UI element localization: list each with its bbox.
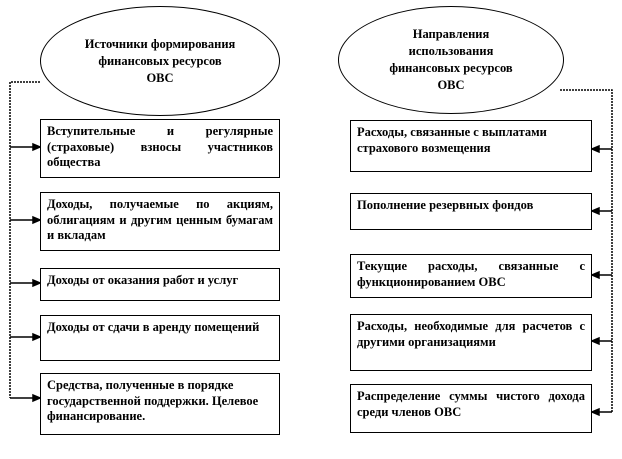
uses-header-line-3: финансовых ресурсов bbox=[389, 61, 513, 75]
uses-header-line-2: использования bbox=[408, 44, 494, 58]
source-item-member-contributions: Вступительные и регулярные (страховые) взносы участников общества bbox=[40, 119, 280, 178]
left-bracket-line bbox=[10, 82, 40, 398]
uses-header-line-4: ОВС bbox=[437, 78, 465, 92]
uses-header-ellipse bbox=[338, 6, 564, 114]
source-item-services-income: Доходы от оказания работ и услуг bbox=[40, 268, 280, 301]
use-item-operating-expenses: Текущие расходы, связанные с функционированием ОВС bbox=[350, 254, 592, 298]
sources-header-ellipse bbox=[40, 6, 280, 116]
uses-header-line-1: Направления bbox=[412, 27, 490, 41]
sources-header-line-1: Источники формирования bbox=[84, 36, 236, 51]
use-item-net-income-distribution: Распределение суммы чистого дохода среди членов ОВС bbox=[350, 384, 592, 433]
source-item-securities-income: Доходы, получаемые по акциям, облигациям и другим ценным бумагам и вкладам bbox=[40, 192, 280, 251]
sources-header-line-3: ОВС bbox=[146, 70, 174, 85]
use-item-insurance-payouts: Расходы, связанные с выплатами страхового возмещения bbox=[350, 120, 592, 172]
left-arrows bbox=[10, 144, 40, 401]
source-item-rent-income: Доходы от сдачи в аренду помещений bbox=[40, 315, 280, 361]
source-item-state-support: Средства, полученные в порядке государственной поддержки. Целевое финансирование. bbox=[40, 373, 280, 435]
use-item-reserve-funds: Пополнение резервных фондов bbox=[350, 193, 592, 230]
sources-header-line-2: финансовых ресурсов bbox=[98, 53, 222, 68]
use-item-settlements: Расходы, необходимые для расчетов с другими организациями bbox=[350, 314, 592, 371]
right-arrows bbox=[592, 146, 612, 415]
